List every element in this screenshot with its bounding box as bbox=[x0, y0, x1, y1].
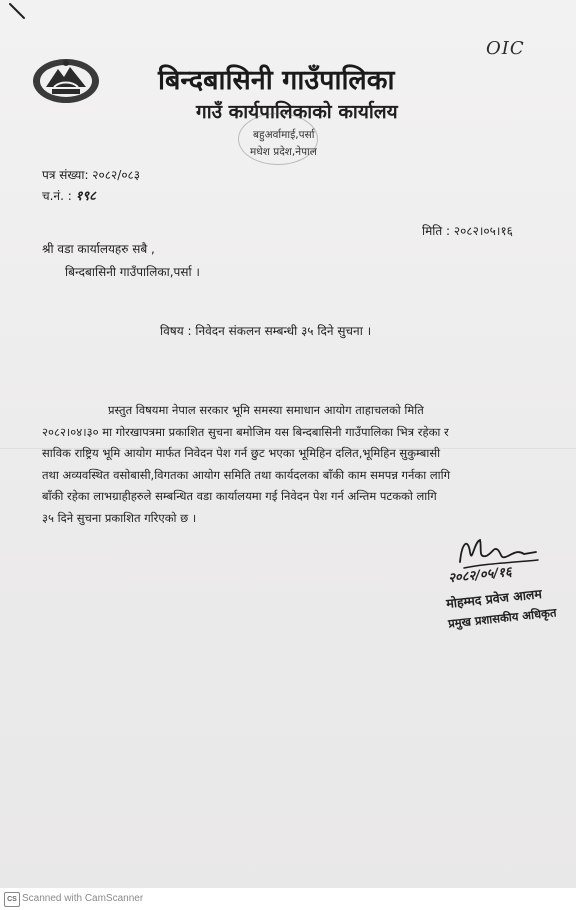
office-address: बहुअर्वामाई,पर्सा bbox=[253, 129, 315, 141]
body-line: २०८२।०४।३० मा गोरखापत्रमा प्रकाशित सुचना बमोजिम यस बिन्दबासिनी गाउँपालिका भित्र रहेका र bbox=[42, 424, 449, 439]
dispatch-number-value: १९८ bbox=[75, 189, 96, 204]
page-title: बिन्दबासिनी गाउँपालिका bbox=[158, 65, 395, 96]
office-province: मधेश प्रदेश,नेपाल bbox=[250, 146, 317, 158]
nepal-emblem-icon bbox=[30, 55, 102, 105]
letter-body bbox=[42, 400, 532, 529]
body-line: बाँकी रहेका लाभग्राहीहरुले सम्बन्धित वडा कार्यालयमा गई निवेदन पेश गर्न अन्तिम पटकको लागि bbox=[42, 489, 437, 503]
recipient-line-2: बिन्दबासिनी गाउँपालिका,पर्सा । bbox=[65, 265, 200, 279]
dispatch-number bbox=[42, 186, 96, 204]
body-line: प्रस्तुत विषयमा नेपाल सरकार भूमि समस्या समाधान आयोग ताहाचलको मिति bbox=[108, 403, 424, 417]
scanner-footer bbox=[0, 888, 576, 910]
letter-date: मिति : २०८२।०५।१६ bbox=[422, 224, 513, 238]
recipient-line-1: श्री वडा कार्यालयहरु सबै , bbox=[42, 242, 155, 256]
corner-pen-mark bbox=[8, 2, 28, 22]
body-line: साविक राष्ट्रिय भूमि आयोग मार्फत निवेदन पेश गर्न छुट भएका भूमिहिन दलित,भूमिहिन सुकुम्बासी bbox=[42, 446, 441, 460]
body-line: तथा अव्यवस्थित वसोबासी,विगतका आयोग समिति तथा कार्यदलका बाँकी काम समपन्न गर्नका लागि bbox=[42, 467, 451, 482]
body-line: ३५ दिने सुचना प्रकाशित गरिएको छ । bbox=[42, 510, 197, 525]
dispatch-number-label: च.नं. : bbox=[42, 189, 72, 203]
file-mark: OIC bbox=[486, 38, 525, 59]
letter-subject: विषय : निवेदन संकलन सम्बन्धी ३५ दिने सुचना । bbox=[160, 324, 372, 338]
signature-date: २०८२/०५/१६ bbox=[447, 564, 513, 587]
office-subtitle: गाउँ कार्यपालिकाको कार्यालय bbox=[196, 101, 398, 123]
paper-fold-line bbox=[0, 448, 576, 449]
scanner-watermark-text: Scanned with CamScanner bbox=[22, 893, 144, 904]
signatory-designation: प्रमुख प्रशासकीय अधिकृत bbox=[447, 605, 558, 631]
signatory-name: मोहम्मद प्रवेज आलम bbox=[445, 586, 543, 611]
letter-reference-number: पत्र संख्या: २०८२/०८३ bbox=[42, 168, 141, 182]
camscanner-logo-icon: CS bbox=[4, 892, 20, 907]
